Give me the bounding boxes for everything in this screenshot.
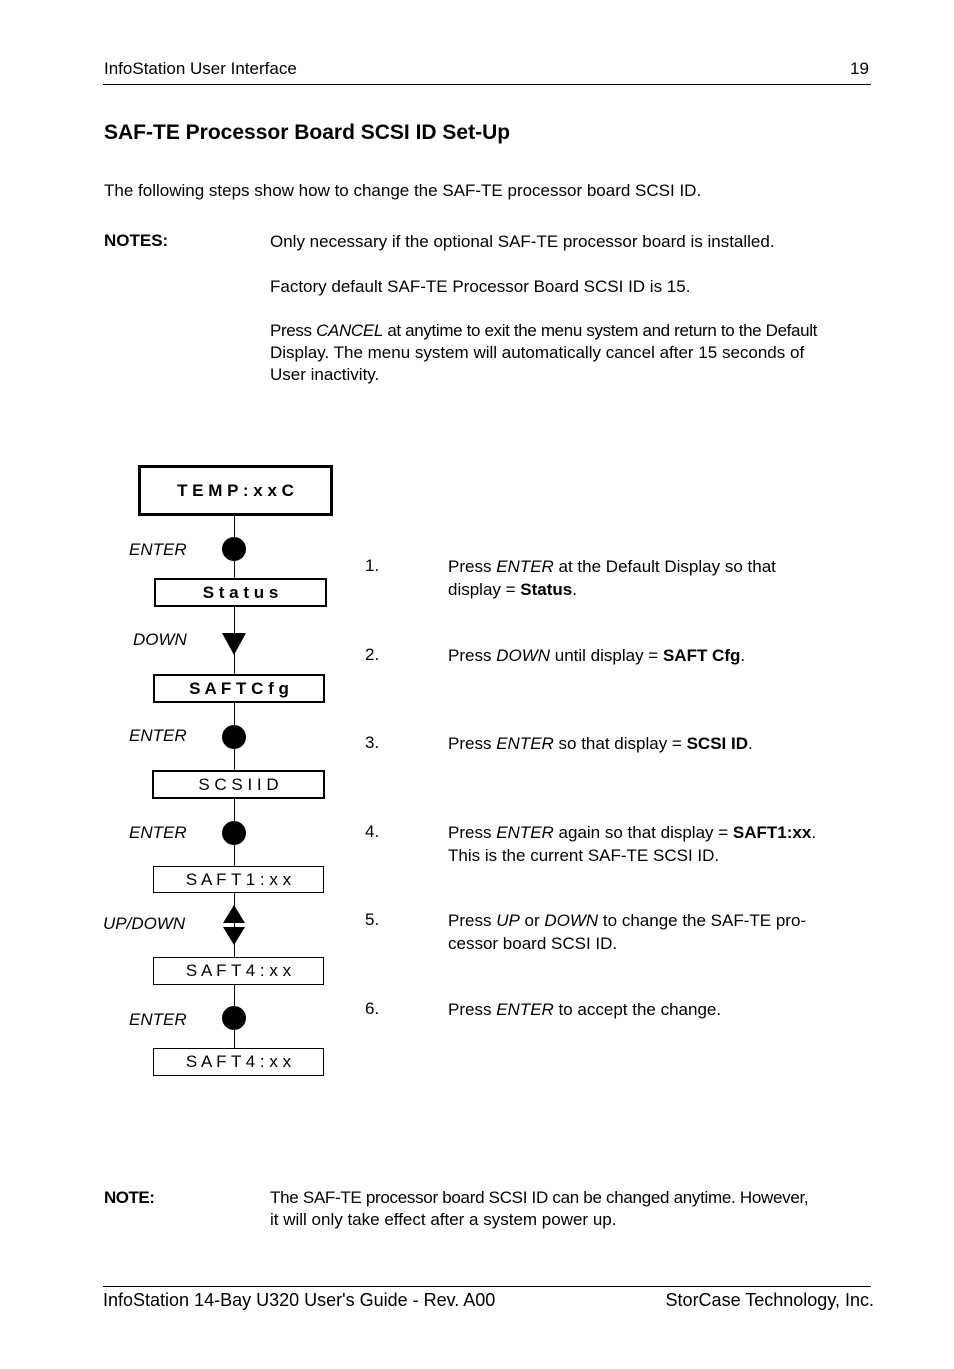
display-value: SAFT Cfg — [662, 646, 741, 665]
step-5 — [448, 909, 878, 955]
step-text: . — [572, 580, 577, 599]
footer-company: StorCase Technology, Inc. — [665, 1290, 874, 1310]
key-label-enter-2: ENTER — [129, 726, 187, 745]
intro-paragraph: The following steps show how to change the SAF-TE processor board SCSI ID. — [104, 181, 702, 200]
footer-rule — [103, 1286, 871, 1287]
step-text: cessor board SCSI ID. — [448, 934, 618, 953]
note-2: Factory default SAF-TE Processor Board SCSI ID is 15. — [270, 277, 691, 296]
key-label-enter-3: ENTER — [129, 823, 187, 842]
notes-label: NOTES: — [104, 231, 169, 250]
step-text: to change the SAF-TE pro- — [598, 911, 807, 930]
step-text: Press — [448, 1000, 497, 1019]
step-4 — [448, 821, 878, 867]
running-header: InfoStation User Interface — [104, 59, 297, 78]
step-text: to accept the change. — [553, 1000, 722, 1019]
step-text: so that display = — [553, 734, 687, 753]
step-text: . — [811, 823, 817, 842]
step-text: Press — [448, 557, 497, 576]
step-text: or — [519, 911, 545, 930]
note-3-line2: Display. The menu system will automatically cancel after 15 seconds of — [270, 343, 805, 362]
display-saft1-box: S A F T 1 : x x — [153, 866, 324, 893]
note-label: NOTE: — [104, 1188, 155, 1207]
step-text: . — [740, 646, 746, 665]
enter-button-icon — [222, 537, 246, 561]
display-value: SAFT1:xx — [732, 823, 812, 842]
step-2 — [448, 644, 878, 667]
step-text: again so that display = — [553, 823, 733, 842]
step-6 — [448, 998, 878, 1021]
step-number: 1. — [365, 556, 380, 575]
header-rule — [103, 84, 871, 85]
key-name: DOWN — [544, 911, 599, 930]
display-status-box: S t a t u s — [154, 578, 327, 607]
step-text: Press — [448, 911, 497, 930]
step-number: 5. — [365, 910, 380, 929]
display-temp-box: T E M P : x x C — [138, 465, 333, 516]
step-number: 2. — [365, 645, 380, 664]
key-label-down: DOWN — [133, 630, 187, 649]
note-3-rest: at anytime to exit the menu system and return to the Default — [382, 321, 818, 340]
key-name: UP — [496, 911, 520, 930]
step-text: until display = — [550, 646, 663, 665]
display-saft-cfg-box: S A F T C f g — [153, 674, 325, 703]
key-label-enter-1: ENTER — [129, 540, 187, 559]
down-arrow-icon — [222, 633, 246, 655]
enter-button-icon — [222, 1006, 246, 1030]
note-3 — [270, 320, 872, 386]
key-name: ENTER — [496, 557, 554, 576]
step-text: Press — [448, 734, 497, 753]
step-text: display = — [448, 580, 521, 599]
display-saft4-box-2: S A F T 4 : x x — [153, 1048, 324, 1076]
step-number: 6. — [365, 999, 380, 1018]
step-number: 3. — [365, 733, 380, 752]
key-label-enter-4: ENTER — [129, 1010, 187, 1029]
key-name: ENTER — [496, 734, 554, 753]
step-text: This is the current SAF-TE SCSI ID. — [448, 846, 720, 865]
key-label-up-down: UP/DOWN — [103, 914, 186, 933]
bottom-note-line1: The SAF-TE processor board SCSI ID can be changed anytime. However, — [270, 1188, 809, 1207]
step-text: Press — [448, 646, 497, 665]
step-3 — [448, 732, 878, 755]
bottom-note — [270, 1187, 872, 1231]
step-text: Press — [448, 823, 497, 842]
bottom-note-line2: it will only take effect after a system power up. — [270, 1210, 617, 1229]
key-name: ENTER — [496, 1000, 554, 1019]
cancel-key: CANCEL — [316, 321, 383, 340]
display-saft4-box-1: S A F T 4 : x x — [153, 957, 324, 985]
step-text: . — [748, 734, 753, 753]
display-scsi-id-box: S C S I I D — [152, 770, 325, 799]
note-1: Only necessary if the optional SAF-TE processor board is installed. — [270, 232, 775, 251]
key-name: ENTER — [496, 823, 554, 842]
display-value: SCSI ID — [686, 734, 748, 753]
step-text: at the Default Display so that — [553, 557, 776, 576]
step-1 — [448, 555, 878, 601]
display-value: Status — [520, 580, 573, 599]
section-title: SAF-TE Processor Board SCSI ID Set-Up — [104, 121, 511, 144]
enter-button-icon — [222, 725, 246, 749]
key-name: DOWN — [496, 646, 551, 665]
up-down-arrow-icon — [223, 905, 245, 945]
step-number: 4. — [365, 822, 380, 841]
page-number: 19 — [850, 59, 869, 78]
footer-guide-title: InfoStation 14-Bay U320 User's Guide - Rev. A00 — [103, 1290, 496, 1310]
enter-button-icon — [222, 821, 246, 845]
note-3-line3: User inactivity. — [270, 365, 380, 384]
note-3-prefix: Press — [270, 321, 317, 340]
